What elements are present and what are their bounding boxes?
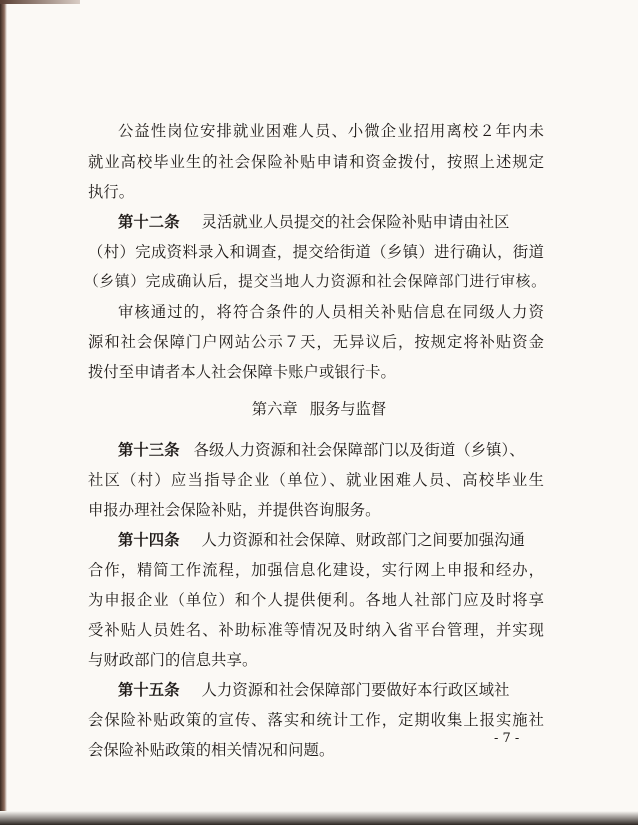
paragraph-line: 各级人力资源和社会保障部门以及街道（乡镇）、	[193, 441, 525, 459]
paragraph-line: 为申报企业（单位）和个人提供便利。各地人社部门应及时将享	[88, 591, 544, 609]
paragraph-line: （乡镇）完成确认后，提交当地人力资源和社会保障部门进行审核。	[84, 273, 546, 290]
paragraph-line: 人力资源和社会保障、财政部门之间要加强沟通	[201, 531, 525, 549]
paragraph-line: 公益性岗位安排就业困难人员、小微企业招用离校２年内未	[118, 122, 544, 140]
paragraph-line: 合作，精简工作流程，加强信息化建设，实行网上申报和经办，	[88, 561, 544, 579]
chapter-number: 第六章	[251, 400, 298, 418]
article-label: 第十四条	[118, 531, 180, 549]
paragraph-line: 拨付至申请者本人社会保障卡账户或银行卡。	[88, 363, 396, 381]
paragraph-line: 就业高校毕业生的社会保险补贴申请和资金拨付，按照上述规定	[88, 153, 544, 171]
paragraph-line: 灵活就业人员提交的社会保险补贴申请由社区	[201, 213, 510, 231]
article-label: 第十二条	[118, 213, 180, 231]
chapter-title: 服务与监督	[309, 400, 387, 418]
article-15-first-line	[118, 680, 544, 700]
paragraph-line: （村）完成资料录入和调查，提交给街道（乡镇）进行确认，街道	[88, 243, 544, 261]
paragraph-line: 人力资源和社会保障部门要做好本行政区域社	[201, 681, 510, 699]
paragraph-line: 社区（村）应当指导企业（单位）、就业困难人员、高校毕业生	[88, 471, 544, 489]
paragraph-line: 申报办理社会保险补贴，并提供咨询服务。	[88, 501, 381, 519]
paragraph-line: 审核通过的，将符合条件的人员相关补贴信息在同级人力资	[118, 303, 544, 321]
chapter-heading	[0, 399, 638, 419]
paragraph-line: 执行。	[88, 183, 135, 201]
scan-edge-bottom	[0, 811, 638, 825]
article-label: 第十五条	[118, 681, 180, 699]
article-13-first-line	[118, 440, 544, 460]
page-number: - 7 -	[494, 731, 520, 746]
scan-edge-top	[0, 0, 80, 4]
paragraph-line: 源和社会保障门户网站公示７天，无异议后，按规定将补贴资金	[88, 333, 544, 351]
paragraph-line: 会保险补贴政策的相关情况和问题。	[88, 741, 335, 759]
article-12-first-line	[118, 212, 544, 232]
paragraph-line: 会保险补贴政策的宣传、落实和统计工作，定期收集上报实施社	[88, 711, 544, 729]
article-14-first-line	[118, 530, 544, 550]
paragraph-line: 受补贴人员姓名、补助标准等情况及时纳入省平台管理，并实现	[88, 621, 544, 639]
paragraph-line: 与财政部门的信息共享。	[88, 651, 258, 669]
article-label: 第十三条	[118, 441, 180, 459]
